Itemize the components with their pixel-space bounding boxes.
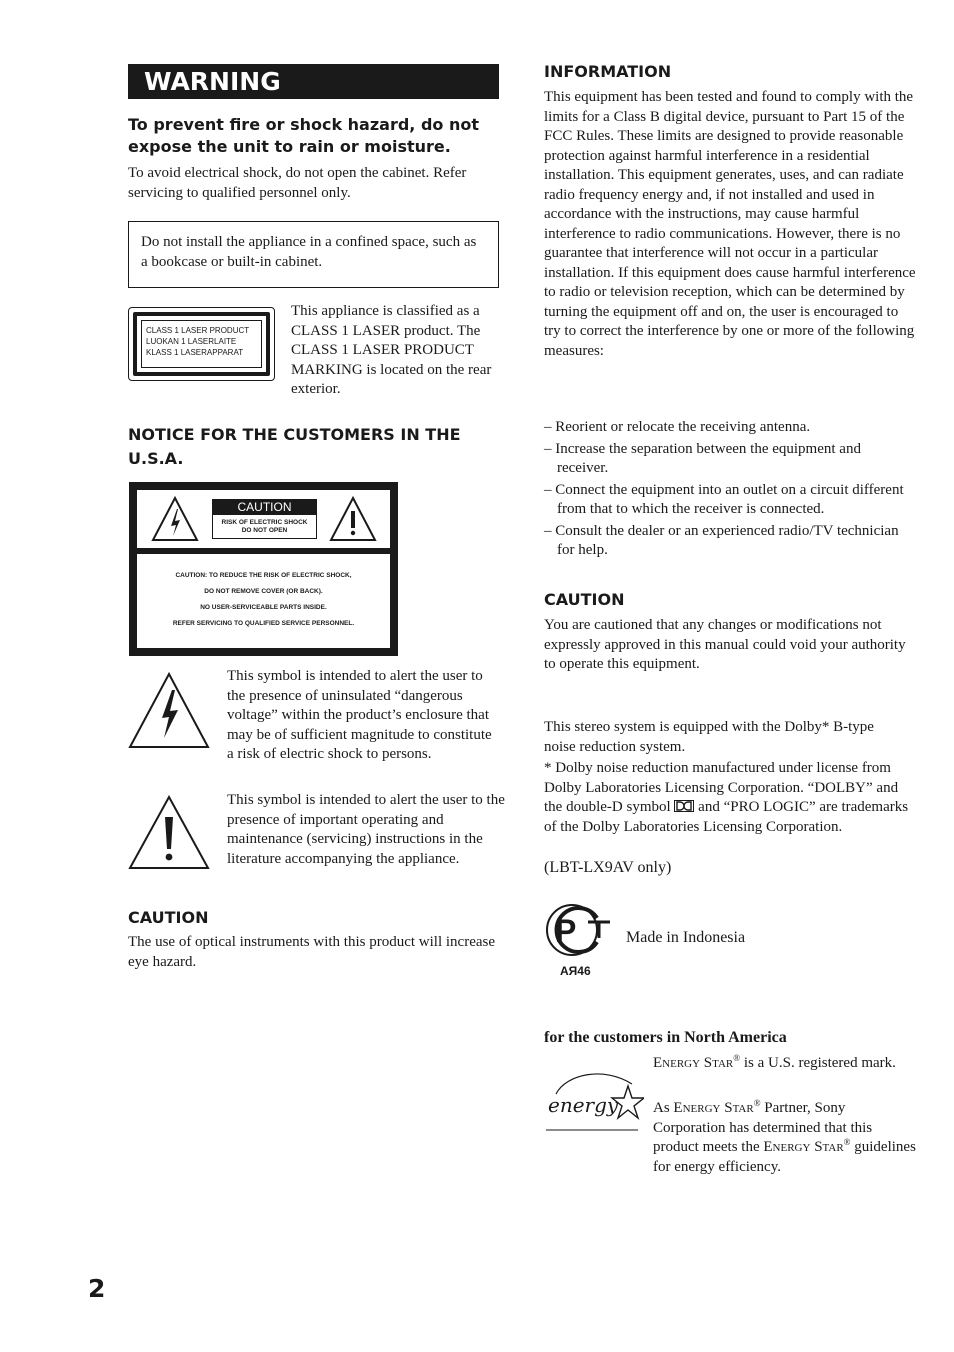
shock-text: To avoid electrical shock, do not open the cabinet. Refer servicing to qualified personnel only. xyxy=(128,165,467,201)
lightning-symbol-icon xyxy=(128,672,210,749)
registered-mark: ® xyxy=(733,1053,741,1063)
made-in-text: Made in Indonesia xyxy=(626,929,746,946)
symbol1-text: This symbol is intended to alert the user to the presence of uninsulated “dangerous voltage” within the product’s enclosure that may be of sufficient magnitude to constitute a risk of electric shock to persons. xyxy=(227,668,492,762)
install-warning-box xyxy=(128,221,499,288)
svg-text:P: P xyxy=(555,913,577,949)
measure-item: – Connect the equipment into an outlet on a circuit different from that to which the receiver is connected. xyxy=(544,481,904,517)
north-america-heading: for the customers in North America xyxy=(544,1029,787,1046)
svg-text:energy: energy xyxy=(548,1093,619,1117)
energy-star-name: Energy Star xyxy=(653,1055,734,1071)
caution-label-title: CAUTION xyxy=(213,500,316,515)
info-heading: INFORMATION xyxy=(544,62,672,81)
pct-certification-icon xyxy=(544,902,612,958)
double-d-icon xyxy=(674,800,694,812)
lightning-triangle-icon xyxy=(151,496,199,542)
info-text: This equipment has been tested and found to comply with the limits for a Class B digital device, pursuant to Part 15 of the FCC Rules. These limits are designed to provide reasonable protection against harmful interference in a residential installation. This equipment generates, uses, and can radiate radio frequency energy and, if not installed and used in accordance with the instructions, may cause harmful interference to radio communications. However, there is no guarantee that interference will not occur in a particular installation. If this equipment does cause harmful interference to radio or television reception, which can be determined by turning the equipment off and on, the user is encouraged to try to correct the interference by one or more of the following measures: xyxy=(544,89,916,359)
fire-heading: To prevent fire or shock hazard, do not expose the unit to rain or moisture. xyxy=(128,115,479,156)
measure-item: – Reorient or relocate the receiving antenna. xyxy=(544,419,811,435)
page-number: 2 xyxy=(88,1274,106,1303)
es-line1-rest: is a U.S. registered mark. xyxy=(743,1055,896,1071)
exclamation-triangle-icon xyxy=(329,496,377,542)
notice-heading: NOTICE FOR THE CUSTOMERS IN THE U.S.A. xyxy=(128,425,461,468)
energy-star-text-2 xyxy=(653,1099,917,1177)
registered-mark: ® xyxy=(843,1137,851,1147)
caution-label-subtitle-1: RISK OF ELECTRIC SHOCK xyxy=(221,519,308,526)
laser-line-2: LUOKAN 1 LASERLAITE xyxy=(146,337,237,346)
es-line2-pre: As xyxy=(653,1100,670,1116)
energy-star-name: Energy Star xyxy=(673,1100,754,1116)
caution-label xyxy=(129,482,398,656)
dolby-note-part-a: * Dolby noise reduction manufactured under license from Dolby Laboratories Licensing Corporation. “DOLBY” and the double-D symbol xyxy=(544,760,899,815)
laser-line-1: CLASS 1 LASER PRODUCT xyxy=(146,326,250,335)
laser-text: This appliance is classified as a CLASS 1 LASER product. The CLASS 1 LASER PRODUCT MARKING is located on the rear exterior. xyxy=(291,303,492,397)
energy-star-text-1 xyxy=(653,1054,915,1074)
warning-title: WARNING xyxy=(128,64,499,99)
right-caution-heading: CAUTION xyxy=(544,590,625,609)
left-caution-heading: CAUTION xyxy=(128,908,209,927)
model-note: (LBT-LX9AV only) xyxy=(544,859,672,876)
caution-label-subtitle-2: DO NOT OPEN xyxy=(241,527,288,534)
measure-item: – Increase the separation between the equipment and receiver. xyxy=(544,440,861,476)
left-caution-text: The use of optical instruments with this product will increase eye hazard. xyxy=(128,934,496,970)
dolby-note xyxy=(544,759,916,837)
laser-label xyxy=(128,307,275,381)
registered-mark: ® xyxy=(753,1098,761,1108)
right-caution-text: You are cautioned that any changes or modifications not expressly approved in this manual could void your authority to operate this equipment. xyxy=(544,617,906,672)
dolby-note-part-b: and “PRO LOGIC” are trademarks of the Dolby Laboratories Licensing Corporation. xyxy=(544,799,909,835)
measures-list xyxy=(544,418,908,561)
caution-label-line-2: DO NOT REMOVE COVER (OR BACK). xyxy=(204,588,323,595)
caution-label-line-4: REFER SERVICING TO QUALIFIED SERVICE PERSONNEL. xyxy=(172,620,355,627)
pct-code: АЯ46 xyxy=(560,964,591,978)
es-line2-mid: Partner, Sony Corporation has determined that this product meets the xyxy=(653,1100,873,1155)
laser-line-3: KLASS 1 LASERAPPARAT xyxy=(146,348,244,357)
exclamation-symbol-icon xyxy=(128,795,210,870)
energy-star-name: Energy Star xyxy=(763,1139,844,1155)
symbol2-text: This symbol is intended to alert the user to the presence of important operating and maintenance (servicing) instructions in the literature accompanying the appliance. xyxy=(227,792,505,867)
energy-star-logo-icon xyxy=(544,1066,644,1134)
caution-label-line-1: CAUTION: TO REDUCE THE RISK OF ELECTRIC SHOCK, xyxy=(175,572,352,579)
es-line2-end: guidelines for energy efficiency. xyxy=(653,1139,916,1175)
caution-label-line-3: NO USER-SERVICEABLE PARTS INSIDE. xyxy=(200,604,327,611)
measure-item: – Consult the dealer or an experienced radio/TV technician for help. xyxy=(544,522,899,558)
dolby-text: This stereo system is equipped with the Dolby* B-type noise reduction system. xyxy=(544,719,874,755)
install-text: Do not install the appliance in a confined space, such as a bookcase or built-in cabinet. xyxy=(141,234,477,270)
